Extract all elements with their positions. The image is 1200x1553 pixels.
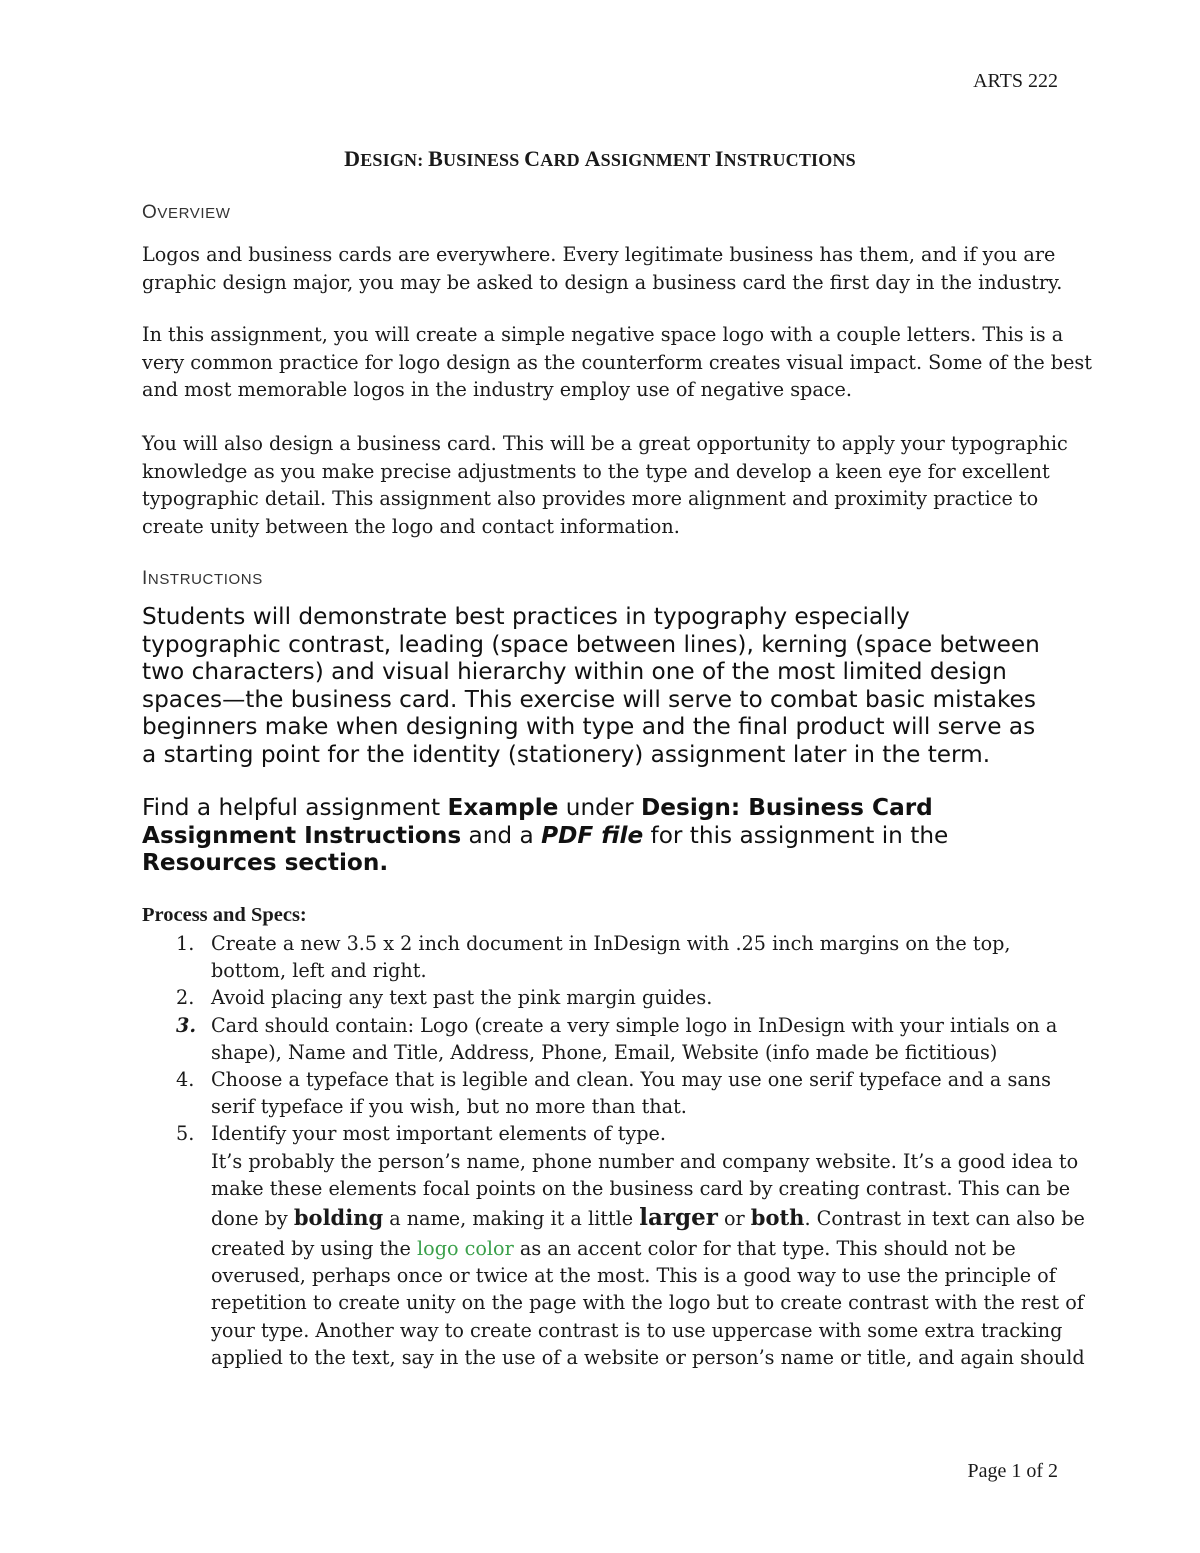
title-rest-2: USINESS xyxy=(443,150,525,170)
resources-text: and a xyxy=(461,821,542,849)
paragraph-line: graphic design major, you may be asked to design a business card the first day in the industry. xyxy=(142,270,1063,294)
overview-paragraph-2 xyxy=(142,321,1092,404)
intro-line: beginners make when designing with type and the final product will serve as xyxy=(142,713,1036,740)
both-sample: both xyxy=(750,1205,805,1231)
larger-sample: larger xyxy=(639,1204,718,1232)
paragraph-line: knowledge as you make precise adjustments to the type and develop a keen eye for excellent xyxy=(142,459,1050,483)
instructions-heading xyxy=(142,568,263,590)
item-line: shape), Name and Title, Address, Phone, Email, Website (info made be fictitious) xyxy=(211,1040,998,1064)
pdf-file-label: PDF file xyxy=(541,821,644,849)
title-rest-5: NSTRUCTIONS xyxy=(723,150,856,170)
item-text: as an accent color for that type. This should not be xyxy=(513,1237,1016,1261)
overview-paragraph-3 xyxy=(142,430,1067,540)
process-list xyxy=(142,930,1085,1371)
instructions-heading-cap: I xyxy=(142,568,148,589)
example-label: Example xyxy=(447,794,559,821)
item-number: 4. xyxy=(176,1068,195,1092)
intro-line: typographic contrast, leading (space between lines), kerning (space between xyxy=(142,630,1040,658)
overview-paragraph-1 xyxy=(142,241,1067,296)
item-line: overused, perhaps once or twice at the most. This is a good way to use the principle of xyxy=(211,1264,1056,1288)
intro-line: spaces—the business card. This exercise will serve to combat basic mistakes xyxy=(142,685,1036,713)
course-code: ARTS 222 xyxy=(973,70,1058,92)
intro-line: a starting point for the identity (stationery) assignment later in the term. xyxy=(142,740,991,768)
bolding-sample: bolding xyxy=(293,1205,384,1231)
item-line: your type. Another way to create contrast is to use uppercase with some extra tracking xyxy=(211,1318,1063,1342)
resources-note xyxy=(142,794,1072,877)
paragraph-line: Logos and business cards are everywhere. Every legitimate business has them, and if you are xyxy=(142,243,1056,266)
paragraph-line: and most memorable logos in the industry employ use of negative space. xyxy=(142,378,852,401)
intro-line: two characters) and visual hierarchy within one of the most limited design xyxy=(142,658,1007,685)
item-line: Card should contain: Logo (create a very simple logo in InDesign with your intials on a xyxy=(211,1013,1058,1037)
title-cap-1: D xyxy=(344,146,361,171)
assignment-name: Design: Business Card xyxy=(641,794,933,821)
paragraph-line: You will also design a business card. This will be a great opportunity to apply your typographic xyxy=(142,432,1068,455)
title-rest-1: ESIGN: xyxy=(360,150,429,170)
item-text: . Contrast in text can also be xyxy=(804,1207,1085,1231)
item-number: 3. xyxy=(176,1013,197,1037)
instructions-intro xyxy=(142,603,1072,768)
item-line: Create a new 3.5 x 2 inch document in InDesign with .25 inch margins on the top, xyxy=(211,932,1011,955)
paragraph-line: In this assignment, you will create a simple negative space logo with a couple letters. This is a xyxy=(142,323,1064,346)
title-cap-4: A xyxy=(584,146,601,171)
document-title xyxy=(0,146,1200,172)
resources-line-2 xyxy=(142,822,1072,850)
resources-text: under xyxy=(558,794,642,821)
intro-line: Students will demonstrate best practices in typography especially xyxy=(142,603,910,630)
item-line xyxy=(211,1235,1072,1262)
assignment-name: Assignment Instructions xyxy=(142,821,462,849)
list-item xyxy=(142,1120,1085,1371)
list-item xyxy=(142,1012,1072,1066)
item-number: 1. xyxy=(176,932,195,955)
item-line: serif typeface if you wish, but no more than that. xyxy=(211,1095,687,1119)
resources-text: Find a helpful assignment xyxy=(142,794,448,821)
page-number: Page 1 of 2 xyxy=(967,1460,1058,1482)
paragraph-line: very common practice for logo design as the counterform creates visual impact. Some of the best xyxy=(142,350,1092,374)
item-line: Avoid placing any text past the pink margin guides. xyxy=(211,986,713,1010)
item-line: make these elements focal points on the business card by creating contrast. This can be xyxy=(211,1176,1071,1200)
item-line xyxy=(211,1202,1085,1235)
item-text: done by xyxy=(211,1207,294,1231)
overview-heading-rest: VERVIEW xyxy=(157,205,231,222)
item-line: repetition to create unity on the page with the logo but to create contrast with the rest of xyxy=(211,1291,1084,1315)
item-number: 5. xyxy=(176,1122,195,1146)
resources-line-3 xyxy=(142,849,1072,877)
title-cap-3: C xyxy=(524,146,541,171)
overview-heading-cap: O xyxy=(142,202,158,223)
item-line: It’s probably the person’s name, phone number and company website. It’s a good idea to xyxy=(211,1149,1079,1173)
logo-color-sample: logo color xyxy=(417,1237,514,1261)
overview-heading xyxy=(142,202,231,224)
list-item xyxy=(142,984,1072,1011)
item-line: Identify your most important elements of type. xyxy=(211,1122,666,1146)
title-rest-4: SSIGNMENT xyxy=(600,150,715,170)
list-item xyxy=(142,1066,1072,1120)
title-cap-5: I xyxy=(714,146,724,171)
item-text: created by using the xyxy=(211,1237,417,1261)
item-line: Choose a typeface that is legible and clean. You may use one serif typeface and a sans xyxy=(211,1068,1051,1092)
title-cap-2: B xyxy=(428,146,444,171)
item-line: bottom, left and right. xyxy=(211,959,427,983)
item-number: 2. xyxy=(176,986,195,1010)
list-item xyxy=(142,930,1072,984)
resources-line-1 xyxy=(142,794,1072,822)
resources-text: for this assignment in the xyxy=(643,821,949,849)
resources-section-label: Resources section. xyxy=(142,849,389,876)
item-text: a name, making it a little xyxy=(383,1207,640,1231)
instructions-heading-rest: NSTRUCTIONS xyxy=(147,571,263,588)
process-heading: Process and Specs: xyxy=(142,904,307,926)
item-line: applied to the text, say in the use of a website or person’s name or title, and again should xyxy=(211,1345,1085,1369)
title-rest-3: ARD xyxy=(540,150,585,170)
paragraph-line: create unity between the logo and contact information. xyxy=(142,514,680,538)
item-text: or xyxy=(717,1207,751,1231)
paragraph-line: typographic detail. This assignment also provides more alignment and proximity practice to xyxy=(142,487,1039,510)
